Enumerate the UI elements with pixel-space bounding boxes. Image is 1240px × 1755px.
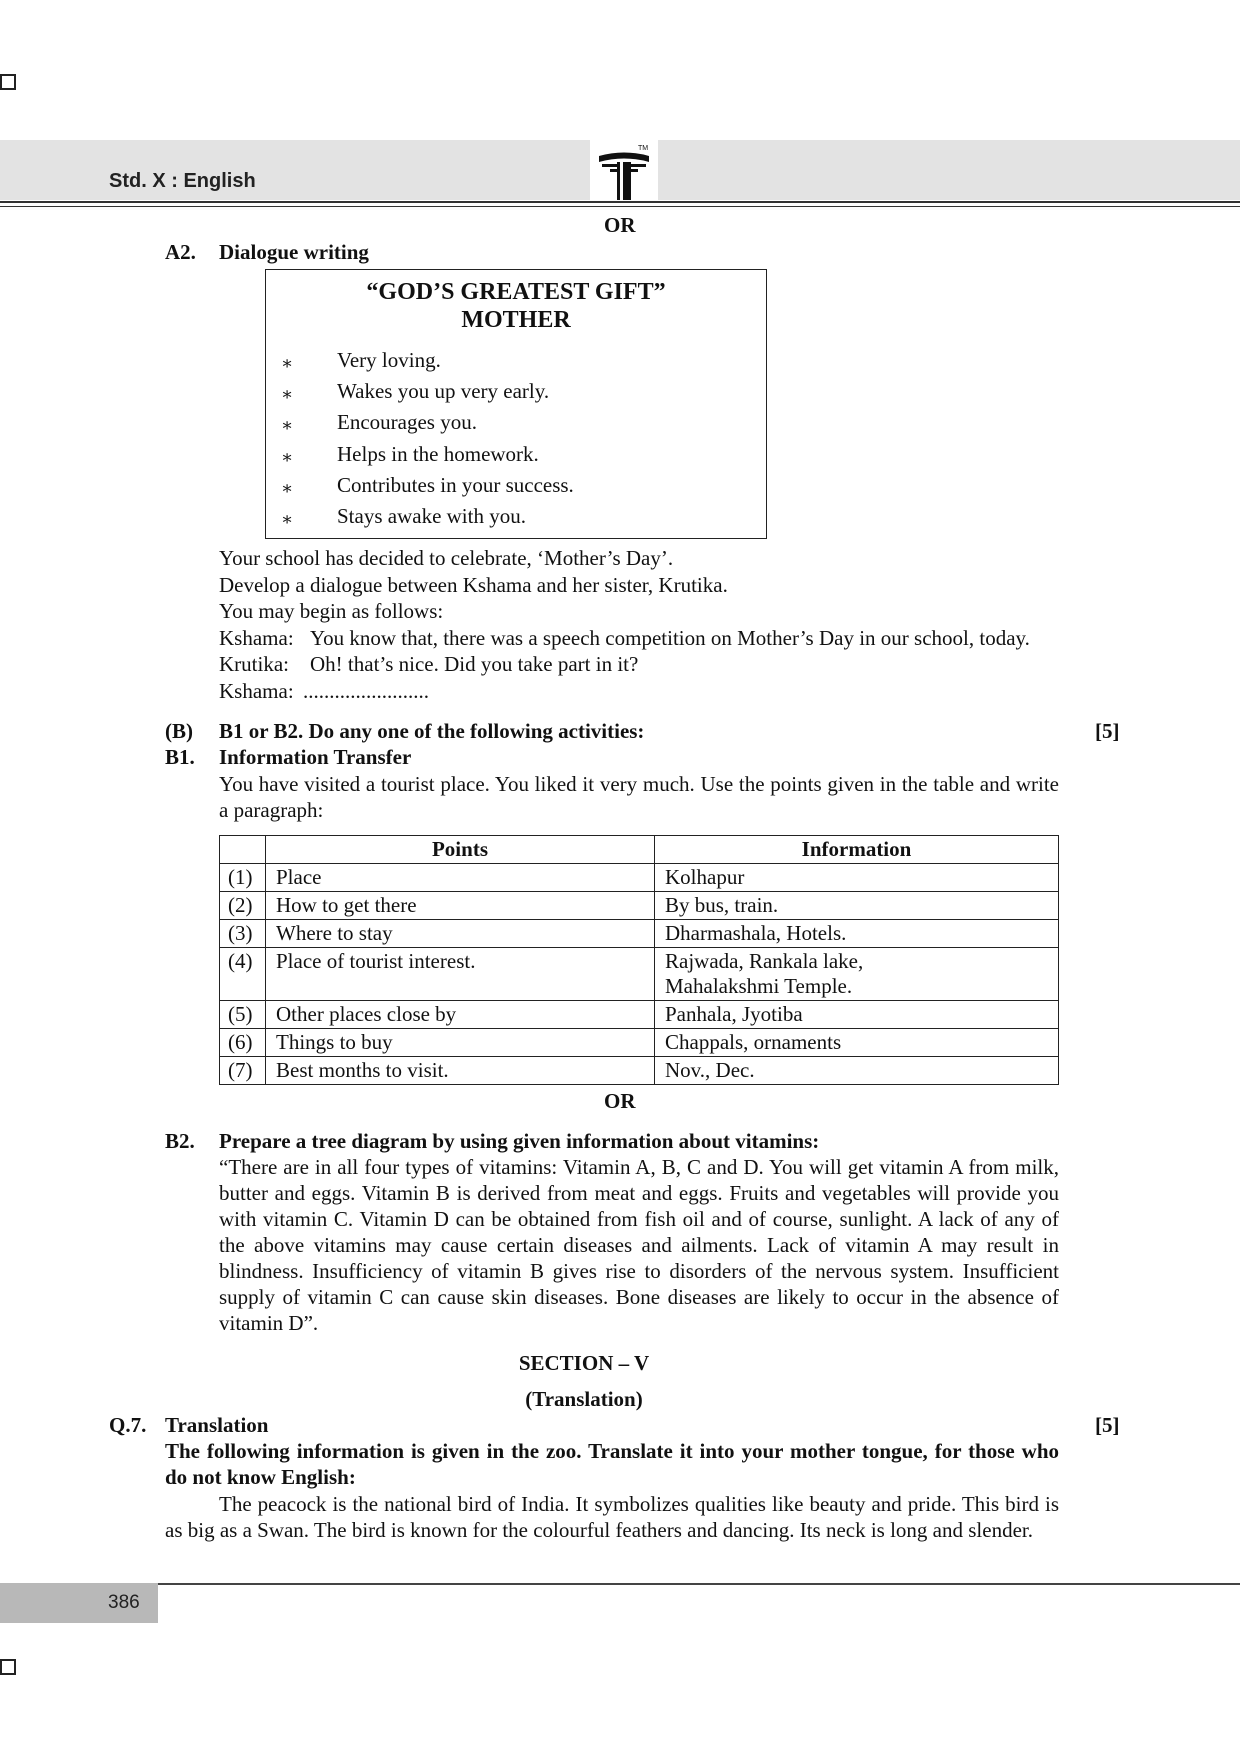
page-number: 386: [108, 1592, 140, 1613]
crop-mark-bottom: [0, 1659, 16, 1675]
row-point: Things to buy: [266, 1029, 655, 1057]
a2-instruction-3: You may begin as follows:: [219, 599, 444, 623]
q7-heading: Translation: [165, 1413, 269, 1437]
row-point: Other places close by: [266, 1001, 655, 1029]
list-item: Contributes in your success.: [337, 473, 574, 497]
box-title-line-1: “GOD’S GREATEST GIFT”: [366, 279, 666, 305]
table-row: [220, 920, 1059, 948]
row-point: Place: [266, 864, 655, 892]
section-subtitle: (Translation): [525, 1387, 643, 1411]
header-rule-thin: [0, 206, 1240, 207]
row-number: (3): [220, 920, 266, 948]
table-row: [220, 864, 1059, 892]
b-marks: [5]: [1095, 719, 1120, 743]
a2-instruction-1: Your school has decided to celebrate, ‘Mother’s Day’.: [219, 546, 674, 570]
q7-marks: [5]: [1095, 1413, 1120, 1437]
header-title: Std. X : English: [109, 170, 256, 192]
row-info: Kolhapur: [655, 864, 1059, 892]
row-number: (4): [220, 948, 266, 1001]
row-info: Nov., Dec.: [655, 1057, 1059, 1085]
table-header-information: Information: [655, 836, 1059, 864]
b2-heading: Prepare a tree diagram by using given information about vitamins:: [219, 1129, 820, 1153]
table-header-num: [220, 836, 266, 864]
table-row: [220, 1029, 1059, 1057]
row-number: (7): [220, 1057, 266, 1085]
bullet-icon: ∗: [281, 415, 294, 435]
information-table: [219, 835, 1059, 1085]
list-item: Encourages you.: [337, 410, 477, 434]
q7-number: Q.7.: [109, 1413, 147, 1437]
row-point: Best months to visit.: [266, 1057, 655, 1085]
publisher-logo: [590, 140, 658, 202]
a2-instruction-2: Develop a dialogue between Kshama and her sister, Krutika.: [219, 573, 728, 597]
row-point: Place of tourist interest.: [266, 948, 655, 1001]
list-item: Wakes you up very early.: [337, 379, 550, 403]
b2-number: B2.: [165, 1129, 195, 1153]
header-rule: [0, 201, 1240, 203]
dialogue-speaker: Kshama:: [219, 679, 294, 703]
row-info: By bus, train.: [655, 892, 1059, 920]
bullet-icon: ∗: [281, 509, 294, 529]
row-info: Dharmashala, Hotels.: [655, 920, 1059, 948]
q7-passage: The peacock is the national bird of India. It symbolizes qualities like beauty and pride. This bird is as big as a Swan. The bird is known for the colourful feathers and dancing. Its neck is long and slender.: [165, 1492, 1059, 1542]
row-info: Chappals, ornaments: [655, 1029, 1059, 1057]
dialogue-speaker: Kshama:: [219, 626, 294, 650]
q7-instruction: The following information is given in the zoo. Translate it into your mother tongue, for those who do not know English:: [165, 1439, 1059, 1489]
dialogue-line: Oh! that’s nice. Did you take part in it?: [310, 652, 639, 676]
row-number: (5): [220, 1001, 266, 1029]
row-number: (1): [220, 864, 266, 892]
svg-text:TM: TM: [638, 145, 649, 152]
row-info-line-1: Rajwada, Rankala lake,: [665, 949, 864, 973]
table-header-row: [220, 836, 1059, 864]
b1-instruction: You have visited a tourist place. You liked it very much. Use the points given in the table and write a paragraph:: [219, 772, 1059, 822]
table-row: [220, 948, 1059, 1001]
bullet-icon: ∗: [281, 384, 294, 404]
footer-rule: [158, 1583, 1240, 1585]
table-header-points: Points: [266, 836, 655, 864]
a2-heading: Dialogue writing: [219, 240, 369, 264]
crop-mark-top: [0, 74, 16, 90]
dialogue-line: You know that, there was a speech competition on Mother’s Day in our school, today.: [310, 626, 1030, 650]
b-label: (B): [165, 719, 193, 743]
list-item: Very loving.: [337, 348, 441, 372]
bullet-icon: ∗: [281, 353, 294, 373]
or-divider-1: OR: [604, 213, 636, 237]
table-row: [220, 1001, 1059, 1029]
bullet-icon: ∗: [281, 478, 294, 498]
b-heading: B1 or B2. Do any one of the following activities:: [219, 719, 645, 743]
row-info: Panhala, Jyotiba: [655, 1001, 1059, 1029]
box-title-line-2: MOTHER: [461, 307, 571, 333]
row-number: (2): [220, 892, 266, 920]
row-info-line-2: Mahalakshmi Temple.: [665, 974, 853, 998]
row-point: How to get there: [266, 892, 655, 920]
row-number: (6): [220, 1029, 266, 1057]
row-point: Where to stay: [266, 920, 655, 948]
publisher-logo-icon: [590, 140, 658, 202]
a2-number: A2.: [165, 240, 196, 264]
table-row: [220, 1057, 1059, 1085]
b1-number: B1.: [165, 745, 195, 769]
b1-heading: Information Transfer: [219, 745, 412, 769]
section-title: SECTION – V: [518, 1351, 650, 1375]
dialogue-speaker: Krutika:: [219, 652, 289, 676]
list-item: Helps in the homework.: [337, 442, 539, 466]
table-row: [220, 892, 1059, 920]
bullet-icon: ∗: [281, 447, 294, 467]
b2-passage: “There are in all four types of vitamins: Vitamin A, B, C and D. You will get vitamin A from milk, butter and eggs. Vitamin B is derived from meat and eggs. Fruits and vegetables will provide you with vitamin C. Vitamin D can be obtained from fish oil and of course, sunlight. A lack of any of the above vitamins may cause certain diseases and ailments. Lack of vitamin A may result in blindness. Insufficiency of vitamin B gives rise to disorders of the nervous system. Insufficient supply of vitamin C can cause skin diseases. Bone diseases are likely to occur in the absence of vitamin D”.: [219, 1155, 1059, 1335]
list-item: Stays awake with you.: [337, 504, 526, 528]
or-divider-2: OR: [604, 1089, 636, 1113]
row-info: [655, 948, 1059, 1001]
dialogue-line: ........................: [303, 679, 429, 703]
